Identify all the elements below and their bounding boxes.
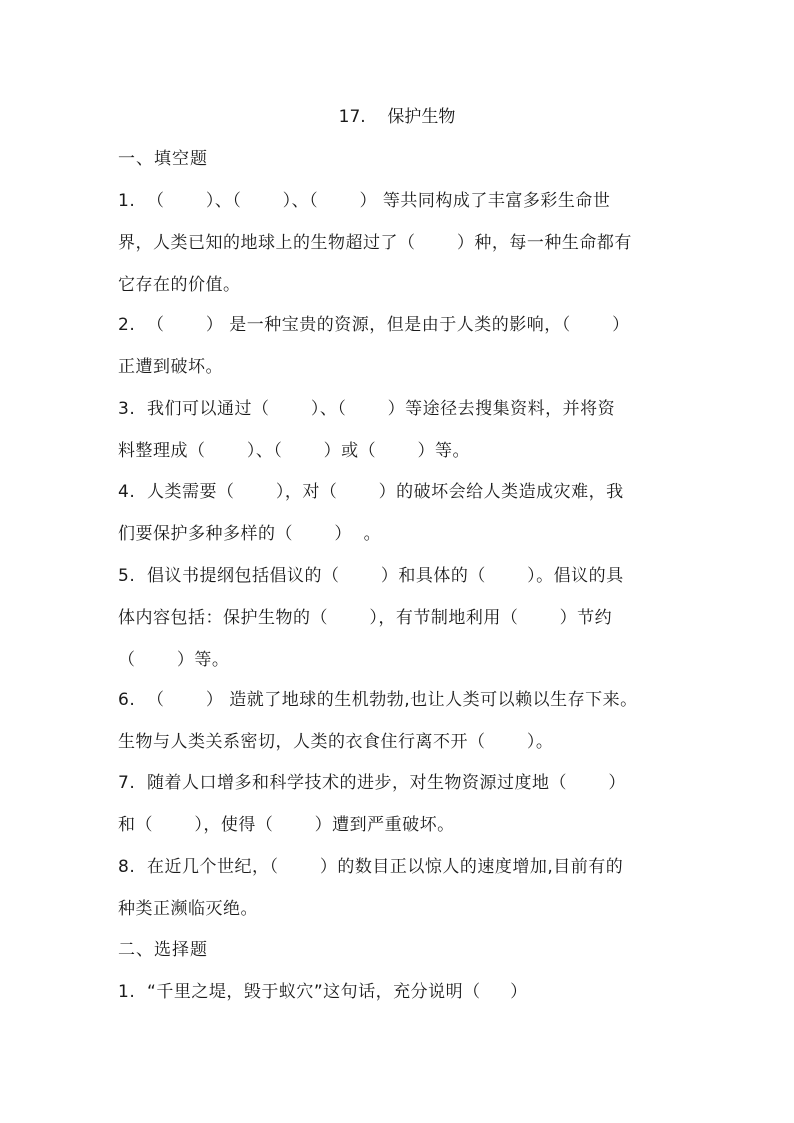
question-line: 们要保护多种多样的（ ） 。 — [118, 524, 382, 544]
question-7 — [118, 769, 688, 839]
question-line: 界，人类已知的地球上的生物超过了（ ）种，每一种生命都有 — [118, 233, 632, 253]
question-line: （ ）等。 — [118, 650, 230, 670]
question-2 — [118, 311, 688, 381]
question-line: 体内容包括：保护生物的（ ），有节制地利用（ ）节约 — [118, 608, 613, 628]
question-8 — [118, 853, 688, 923]
question-line: 7. 随着人口增多和科学技术的进步，对生物资源过度地（ ） — [118, 773, 626, 793]
question-5 — [118, 562, 688, 674]
section-heading-multiple-choice: 二、选择题 — [118, 940, 208, 960]
question-line: 它存在的价值。 — [118, 275, 241, 295]
question-line: 2. （ ） 是一种宝贵的资源，但是由于人类的影响，（ ） — [118, 315, 630, 335]
choice-question-1 — [118, 978, 688, 1006]
page-title: 17. 保护生物 — [338, 107, 456, 127]
question-line: 8. 在近几个世纪，（ ）的数目正以惊人的速度增加,目前有的 — [118, 857, 624, 877]
question-line: 1. “千里之堤，毁于蚁穴”这句话，充分说明（ ） — [118, 982, 528, 1002]
question-6 — [118, 686, 688, 756]
question-line: 4. 人类需要（ ），对（ ）的破坏会给人类造成灾难，我 — [118, 482, 624, 502]
question-line: 和（ ），使得（ ）遭到严重破坏。 — [118, 815, 455, 835]
question-line: 料整理成（ ）、（ ）或（ ）等。 — [118, 441, 470, 461]
question-line: 1. （ ）、（ ）、（ ） 等共同构成了丰富多彩生命世 — [118, 191, 611, 211]
question-line: 5. 倡议书提纲包括倡议的（ ）和具体的（ ）。倡议的具 — [118, 566, 624, 586]
section-heading-fill-in-blank: 一、填空题 — [118, 149, 208, 169]
question-line: 6. （ ） 造就了地球的生机勃勃,也让人类可以赖以生存下来。 — [118, 690, 638, 710]
question-3 — [118, 395, 688, 465]
question-line: 正遭到破坏。 — [118, 357, 223, 377]
question-1 — [118, 187, 688, 299]
question-line: 种类正濒临灭绝。 — [118, 899, 258, 919]
question-4 — [118, 478, 688, 548]
question-line: 生物与人类关系密切，人类的衣食住行离不开（ ）。 — [118, 732, 554, 752]
question-line: 3. 我们可以通过（ ）、（ ）等途径去搜集资料，并将资 — [118, 399, 616, 419]
